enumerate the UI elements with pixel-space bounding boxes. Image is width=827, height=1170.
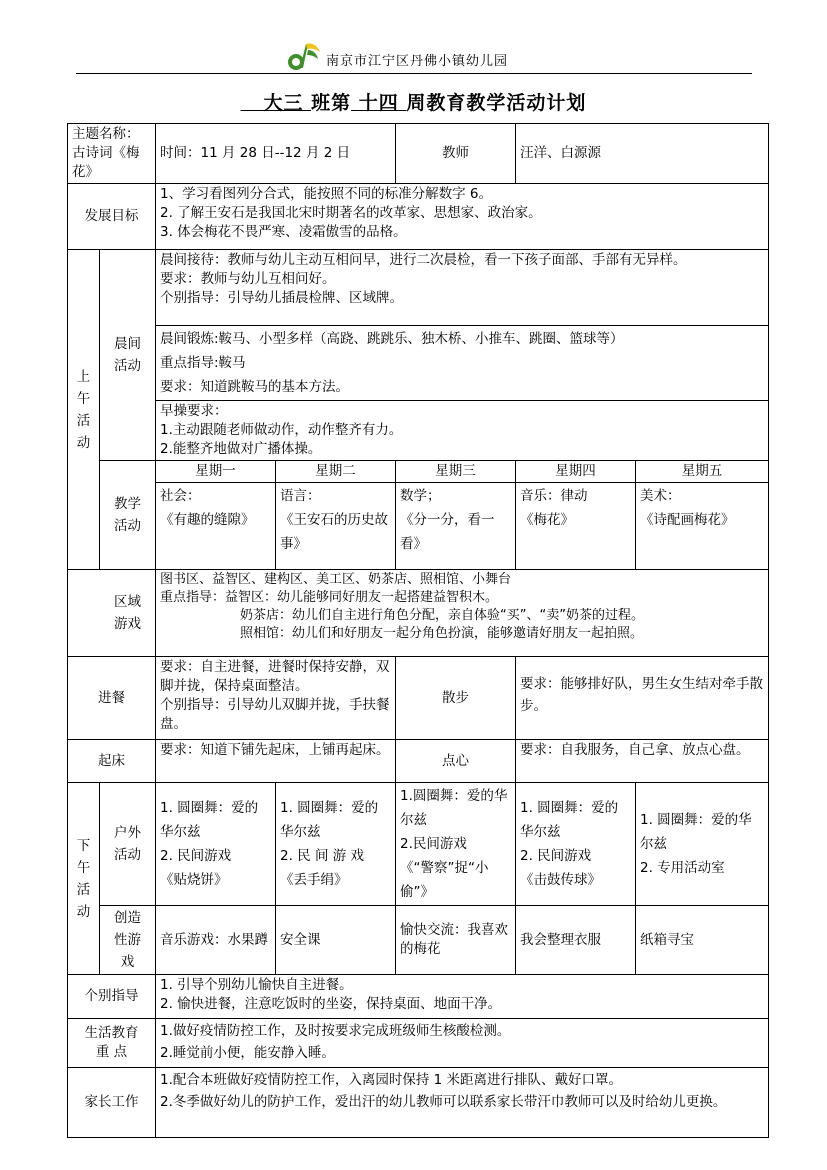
class-name: 大三 [263,92,304,114]
weekday-friday: 星期五 [636,461,769,483]
life-label [68,1019,156,1068]
meal-label: 进餐 [68,657,156,740]
drill-line: 1.主动跟随老师做动作，动作整齐有力。 [160,422,403,438]
school-name: 南京市江宁区丹佛小镇幼儿园 [326,54,509,69]
area-line: 图书区、益智区、建构区、美工区、奶茶店、照相馆、小舞台 [160,572,512,587]
meal-row [68,657,769,740]
creative-monday: 音乐游戏：水果蹲 [156,906,276,975]
weekday-header-row [68,461,769,483]
teaching-subjects-row [68,483,769,570]
week-number: 十四 [358,92,399,114]
weekday-thursday: 星期四 [516,461,636,483]
subject-topic: 《分一分，看一看》 [400,512,495,552]
drill-line: 早操要求： [160,403,228,419]
goal-item: 3. 体会梅花不畏严寒、凌霜傲雪的品格。 [160,224,407,240]
morning-exercise-row [68,326,769,401]
weekday-tuesday: 星期二 [276,461,396,483]
theme-cell: 主题名称：古诗词《梅花》 [68,124,156,184]
title-text-1: 班第 [311,92,352,114]
outdoor-thursday [516,783,636,906]
individual-label: 个别指导 [68,975,156,1019]
reception-content [156,250,769,326]
meal-line: 要求：自主进餐，进餐时保持安静，双脚并拢，保持桌面整洁。 [160,659,390,694]
subject-friday [636,483,769,570]
page-title [0,88,827,115]
individual-line: 2. 愉快进餐，注意吃饭时的坐姿，保持桌面、地面干净。 [160,996,502,1012]
creative-thursday: 我会整理衣服 [516,906,636,975]
outdoor-monday [156,783,276,906]
area-games-row [68,570,769,657]
teacher-label: 教师 [396,124,516,184]
goals-content [156,184,769,250]
life-content [156,1019,769,1068]
school-logo-icon [286,40,322,72]
reception-line: 要求：教师与幼儿互相问好。 [160,271,336,287]
subject-name: 数学； [400,488,441,504]
subject-name: 社会： [160,488,201,504]
exercise-line: 晨间锻炼:鞍马、小型多样（高跷、跳跳乐、独木桥、小推车、跳圈、篮球等） [160,331,624,347]
outdoor-line: 1. 圆圈舞：爱的华尔兹 [520,800,619,840]
goals-label: 发展目标 [68,184,156,250]
outdoor-row [68,783,769,906]
subject-name: 语言： [280,488,321,504]
outdoor-wednesday [396,783,516,906]
morning-activity-text: 晨间活动 [114,336,141,374]
parent-row [68,1068,769,1138]
morning-reception-row [68,250,769,326]
outdoor-line: 1. 圆圈舞：爱的华尔兹 [640,812,752,852]
subject-monday [156,483,276,570]
time-cell: 时间：11 月 28 日--12 月 2 日 [156,124,396,184]
reception-line: 个别指导：引导幼儿插晨检牌、区域牌。 [160,290,403,306]
area-label-text: 区域游戏 [114,594,141,632]
subject-name: 美术： [640,488,681,504]
outdoor-line: 1. 圆圈舞：爱的华尔兹 [280,800,379,840]
wake-content: 要求：知道下铺先起床，上铺再起床。 [156,740,396,783]
creative-friday: 纸箱寻宝 [636,906,769,975]
life-label-line: 生活教育 [84,1025,139,1041]
outdoor-tuesday [276,783,396,906]
morning-label-text: 上午活动 [76,368,91,451]
outdoor-line: 2.民间游戏 [400,836,467,852]
outdoor-label [100,783,156,906]
teaching-label-text: 教学活动 [114,496,141,534]
life-row [68,1019,769,1068]
page-header [0,0,827,80]
outdoor-line: 1. 圆圈舞：爱的华尔兹 [160,800,259,840]
outdoor-line: 《丢手绢》 [280,872,348,888]
walk-label: 散步 [396,657,516,740]
subject-topic: 《诗配画梅花》 [640,512,735,528]
area-line: 奶茶店：幼儿们自主进行角色分配，亲自体验“买”、“卖”奶茶的过程。 [240,608,644,623]
area-games-label [68,570,156,657]
teacher-names: 汪洋、白源源 [516,124,769,184]
afternoon-label-text: 下午活动 [76,837,91,920]
area-games-content [156,570,769,657]
creative-tuesday: 安全课 [276,906,396,975]
outdoor-line: 2. 民 间 游 戏 [280,848,365,864]
outdoor-line: 1.圆圈舞：爱的华尔兹 [400,788,508,828]
parent-label: 家长工作 [68,1068,156,1138]
morning-section-label [68,250,100,570]
drill-content [156,401,769,461]
snack-label: 点心 [396,740,516,783]
parent-content [156,1068,769,1138]
outdoor-friday [636,783,769,906]
weekday-wednesday: 星期三 [396,461,516,483]
outdoor-line: 2. 民间游戏 [520,848,592,864]
outdoor-line: 2. 专用活动室 [640,860,725,876]
meal-content [156,657,396,740]
subject-thursday [516,483,636,570]
goal-item: 2. 了解王安石是我国北宋时期著名的改革家、思想家、政治家。 [160,205,542,221]
wake-row [68,740,769,783]
creative-label [100,906,156,975]
outdoor-line: 2. 民间游戏 [160,848,232,864]
outdoor-line: 《“警察”捉“小偷”》 [400,860,489,900]
teaching-label [100,461,156,570]
outdoor-line: 《击鼓传球》 [520,872,601,888]
subject-topic: 《梅花》 [520,512,574,528]
outdoor-label-text: 户外活动 [114,825,141,863]
goal-item: 1、学习看图列分合式，能按照不同的标准分解数字 6。 [160,186,492,202]
exercise-line: 要求：知道跳鞍马的基本方法。 [160,379,349,395]
reception-line: 晨间接待：教师与幼儿主动互相问早，进行二次晨检，看一下孩子面部、手部有无异样。 [160,252,687,268]
weekday-monday: 星期一 [156,461,276,483]
outdoor-line: 《贴烧饼》 [160,872,228,888]
exercise-line: 重点指导:鞍马 [160,355,246,371]
morning-drill-row [68,401,769,461]
subject-topic: 《有趣的缝隙》 [160,512,255,528]
snack-content: 要求：自我服务，自己拿、放点心盘。 [516,740,769,783]
title-text-2: 周教育教学活动计划 [406,92,587,114]
morning-activity-label [100,250,156,461]
creative-label-text: 创造性游戏 [114,910,141,970]
individual-row [68,975,769,1019]
subject-tuesday [276,483,396,570]
parent-line: 2.冬季做好幼儿的防护工作，爱出汗的幼儿教师可以联系家长带汗巾教师可以及时给幼儿更换。 [160,1094,727,1110]
subject-topic: 《王安石的历史故事》 [280,512,388,552]
life-line: 1.做好疫情防控工作，及时按要求完成班级师生核酸检测。 [160,1023,511,1039]
header-divider [76,73,752,74]
afternoon-section-label [68,783,100,975]
creative-wednesday: 愉快交流：我喜欢的梅花 [396,906,516,975]
life-label-line: 重 点 [95,1044,128,1060]
wake-label: 起床 [68,740,156,783]
individual-line: 1. 引导个别幼儿愉快自主进餐。 [160,977,353,993]
life-line: 2.睡觉前小便，能安静入睡。 [160,1045,335,1061]
exercise-content [156,326,769,401]
area-line: 重点指导：益智区：幼儿能够同好朋友一起搭建益智积木。 [160,590,499,605]
meal-line: 个别指导：引导幼儿双脚并拢，手扶餐盘。 [160,697,390,732]
walk-content: 要求：能够排好队，男生女生结对牵手散步。 [516,657,769,740]
parent-line: 1.配合本班做好疫情防控工作，入离园时保持 1 米距离进行排队、戴好口罩。 [160,1072,623,1088]
individual-content [156,975,769,1019]
goals-row [68,184,769,250]
weekly-plan-table [67,123,769,1138]
subject-name: 音乐：律动 [520,488,588,504]
subject-wednesday [396,483,516,570]
creative-row [68,906,769,975]
area-line: 照相馆：幼儿们和好朋友一起分角色扮演，能够邀请好朋友一起拍照。 [240,626,644,641]
theme-row [68,124,769,184]
drill-line: 2.能整齐地做对广播体操。 [160,441,322,457]
